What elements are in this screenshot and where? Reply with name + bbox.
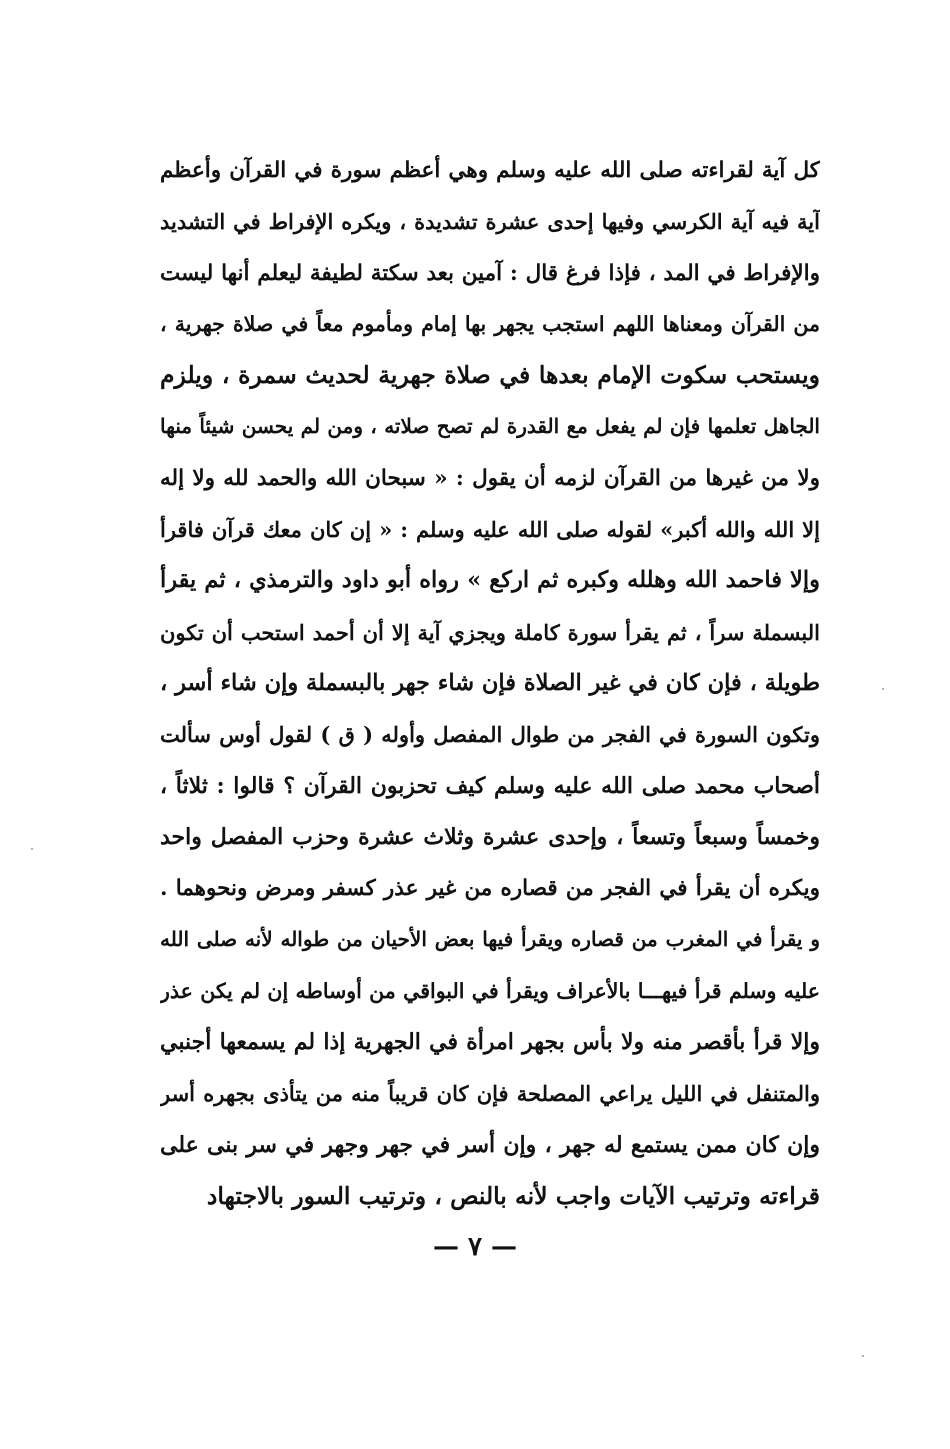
text-line-9: وإلا فاحمد الله وهلله وكبره ثم اركع » رواه أبو داود والترمذي ، ثم يقرأ [160,567,820,594]
scan-speck [862,1355,864,1357]
text-line-16: و يقرأ في المغرب من قصاره ويقرأ فيها بعض الأحيان من طواله لأنه صلى الله [160,927,820,952]
text-line-4: من القرآن ومعناها اللهم استجب يجهر بها إمام ومأموم معاً في صلاة جهرية ، [160,311,820,336]
scan-speck [31,848,33,850]
text-line-10: البسملة سراً ، ثم يقرأ سورة كاملة ويجزي آية إلا أن أحمد استحب أن تكون [160,619,820,645]
text-line-20: وإن كان ممن يستمع له جهر ، وإن أسر في جهر وجهر في سر بنى على [160,1131,820,1158]
text-line-6: الجاهل تعلمها فإن لم يفعل مع القدرة لم تصح صلاته ، ومن لم يحسن شيئاً منها [160,414,820,439]
text-line-14: وخمساً وسبعاً وتسعاً ، وإحدى عشرة وثلاث عشرة وحزب المفصل واحد [160,823,820,850]
text-line-19: والمتنفل في الليل يراعي المصلحة فإن كان قريباً منه من يتأذى بجهره أسر [160,1081,820,1107]
text-line-1: كل آية لقراءته صلى الله عليه وسلم وهي أعظم سورة في القرآن وأعظم [160,158,820,183]
text-line-3: والإفراط في المد ، فإذا فرغ قال : آمين بعد سكتة لطيفة ليعلم أنها ليست [160,260,820,286]
text-line-21: قراءته وترتيب الآيات واجب لأنه بالنص ، وترتيب السور بالاجتهاد [206,1181,820,1210]
text-line-7: ولا من غيرها من القرآن لزمه أن يقول : « سبحان الله والحمد لله ولا إله [160,465,820,491]
text-line-8: إلا الله والله أكبر» لقوله صلى الله عليه وسلم : « إن كان معك قرآن فاقرأ [160,517,820,543]
text-line-15: ويكره أن يقرأ في الفجر من قصاره من غير عذر كسفر ومرض ونحوهما . [160,876,820,902]
text-line-18: وإلا قرأ بأقصر منه ولا بأس بجهر امرأة في الجهرية إذا لم يسمعها أجنبي [160,1029,820,1056]
text-line-12: وتكون السورة في الفجر من طوال المفصل وأوله ( ق ) لقول أوس سألت [160,722,820,748]
text-line-11: طويلة ، فإن كان في غير الصلاة فإن شاء جهر بالبسملة وإن شاء أسر ، [160,669,820,696]
text-line-2: آية فيه آية الكرسي وفيها إحدى عشرة تشديدة ، ويكره الإفراط في التشديد [160,209,820,235]
page-number: — ٧ — [432,1232,518,1262]
body-text [160,145,820,1222]
text-line-13: أصحاب محمد صلى الله عليه وسلم كيف تحزبون القرآن ؟ قالوا : ثلاثاً ، [160,772,820,799]
scan-speck [882,688,884,690]
text-line-17: عليه وسلم قرأ فيهـــا بالأعراف ويقرأ في البواقي من أوساطه إن لم يكن عذر [160,978,820,1003]
text-line-5: ويستحب سكوت الإمام بعدها في صلاة جهرية لحديث سمرة ، ويلزم [160,361,820,390]
